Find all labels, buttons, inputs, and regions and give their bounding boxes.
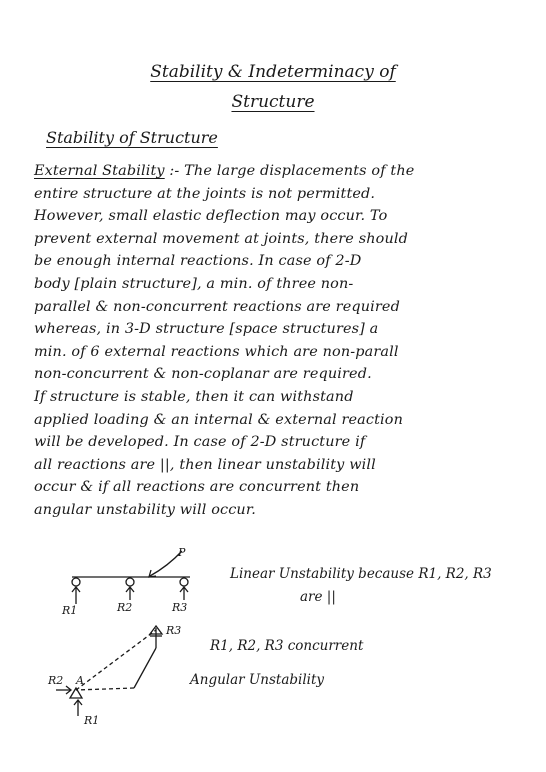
notes-line: body [plain structure], a min. of three non- [34,275,354,292]
point-a-label: A [76,674,84,687]
support-2 [126,578,134,586]
figure1-note-line2: are || [300,589,336,605]
frame-diagram [56,626,162,716]
notes-line: all reactions are ||, then linear unstability will [34,456,376,473]
support-3 [180,578,188,586]
section-heading: Stability of Structure [46,128,218,147]
notes-line: be enough internal reactions. In case of 2-D [34,253,362,270]
frame-dashed-line [76,688,134,690]
notes-line: non-concurrent & non-coplanar are required. [34,366,372,383]
notes-line: applied loading & an internal & external reaction [34,411,404,428]
notes-line: prevent external movement at joints, there should [34,230,408,247]
notes-line: angular unstability will occur. [34,501,257,518]
reaction-label-r1: R1 [84,714,100,727]
reaction-label-1: R1 [62,604,78,617]
notes-line: entire structure at the joints is not permitted. [34,185,376,202]
external-stability-label: External Stability [34,163,165,179]
notes-line: whereas, in 3-D structure [space structures] a [34,321,379,338]
page-title-line2: Structure [231,92,315,112]
notes-line: will be developed. In case of 2-D structure if [34,434,366,451]
figure1-note-line1: Linear Unstability because R1, R2, R3 [230,566,492,582]
notes-line: However, small elastic deflection may occur. To [34,208,388,225]
notes-line: min. of 6 external reactions which are non-parall [34,343,399,360]
reaction-label-2: R2 [117,601,133,614]
reaction-label-r2: R2 [48,674,64,687]
notes-line-text: :- The large displacements of the [169,163,415,179]
concurrency-line [76,630,156,690]
reaction-label-3: R3 [172,601,188,614]
load-label: P [178,546,186,559]
reaction-label-r3: R3 [166,624,182,637]
support-1 [72,578,80,586]
figure2-note-line2: Angular Unstability [190,672,325,688]
frame-member-diagonal [134,648,156,688]
beam-diagram [72,551,190,604]
notes-line: If structure is stable, then it can withstand [34,388,354,405]
page-title-line1: Stability & Indeterminacy of [150,62,396,82]
notes-line: occur & if all reactions are concurrent then [34,479,360,496]
notes-line: parallel & non-concurrent reactions are required [34,298,400,315]
figure2-note-line1: R1, R2, R3 concurrent [210,638,364,654]
